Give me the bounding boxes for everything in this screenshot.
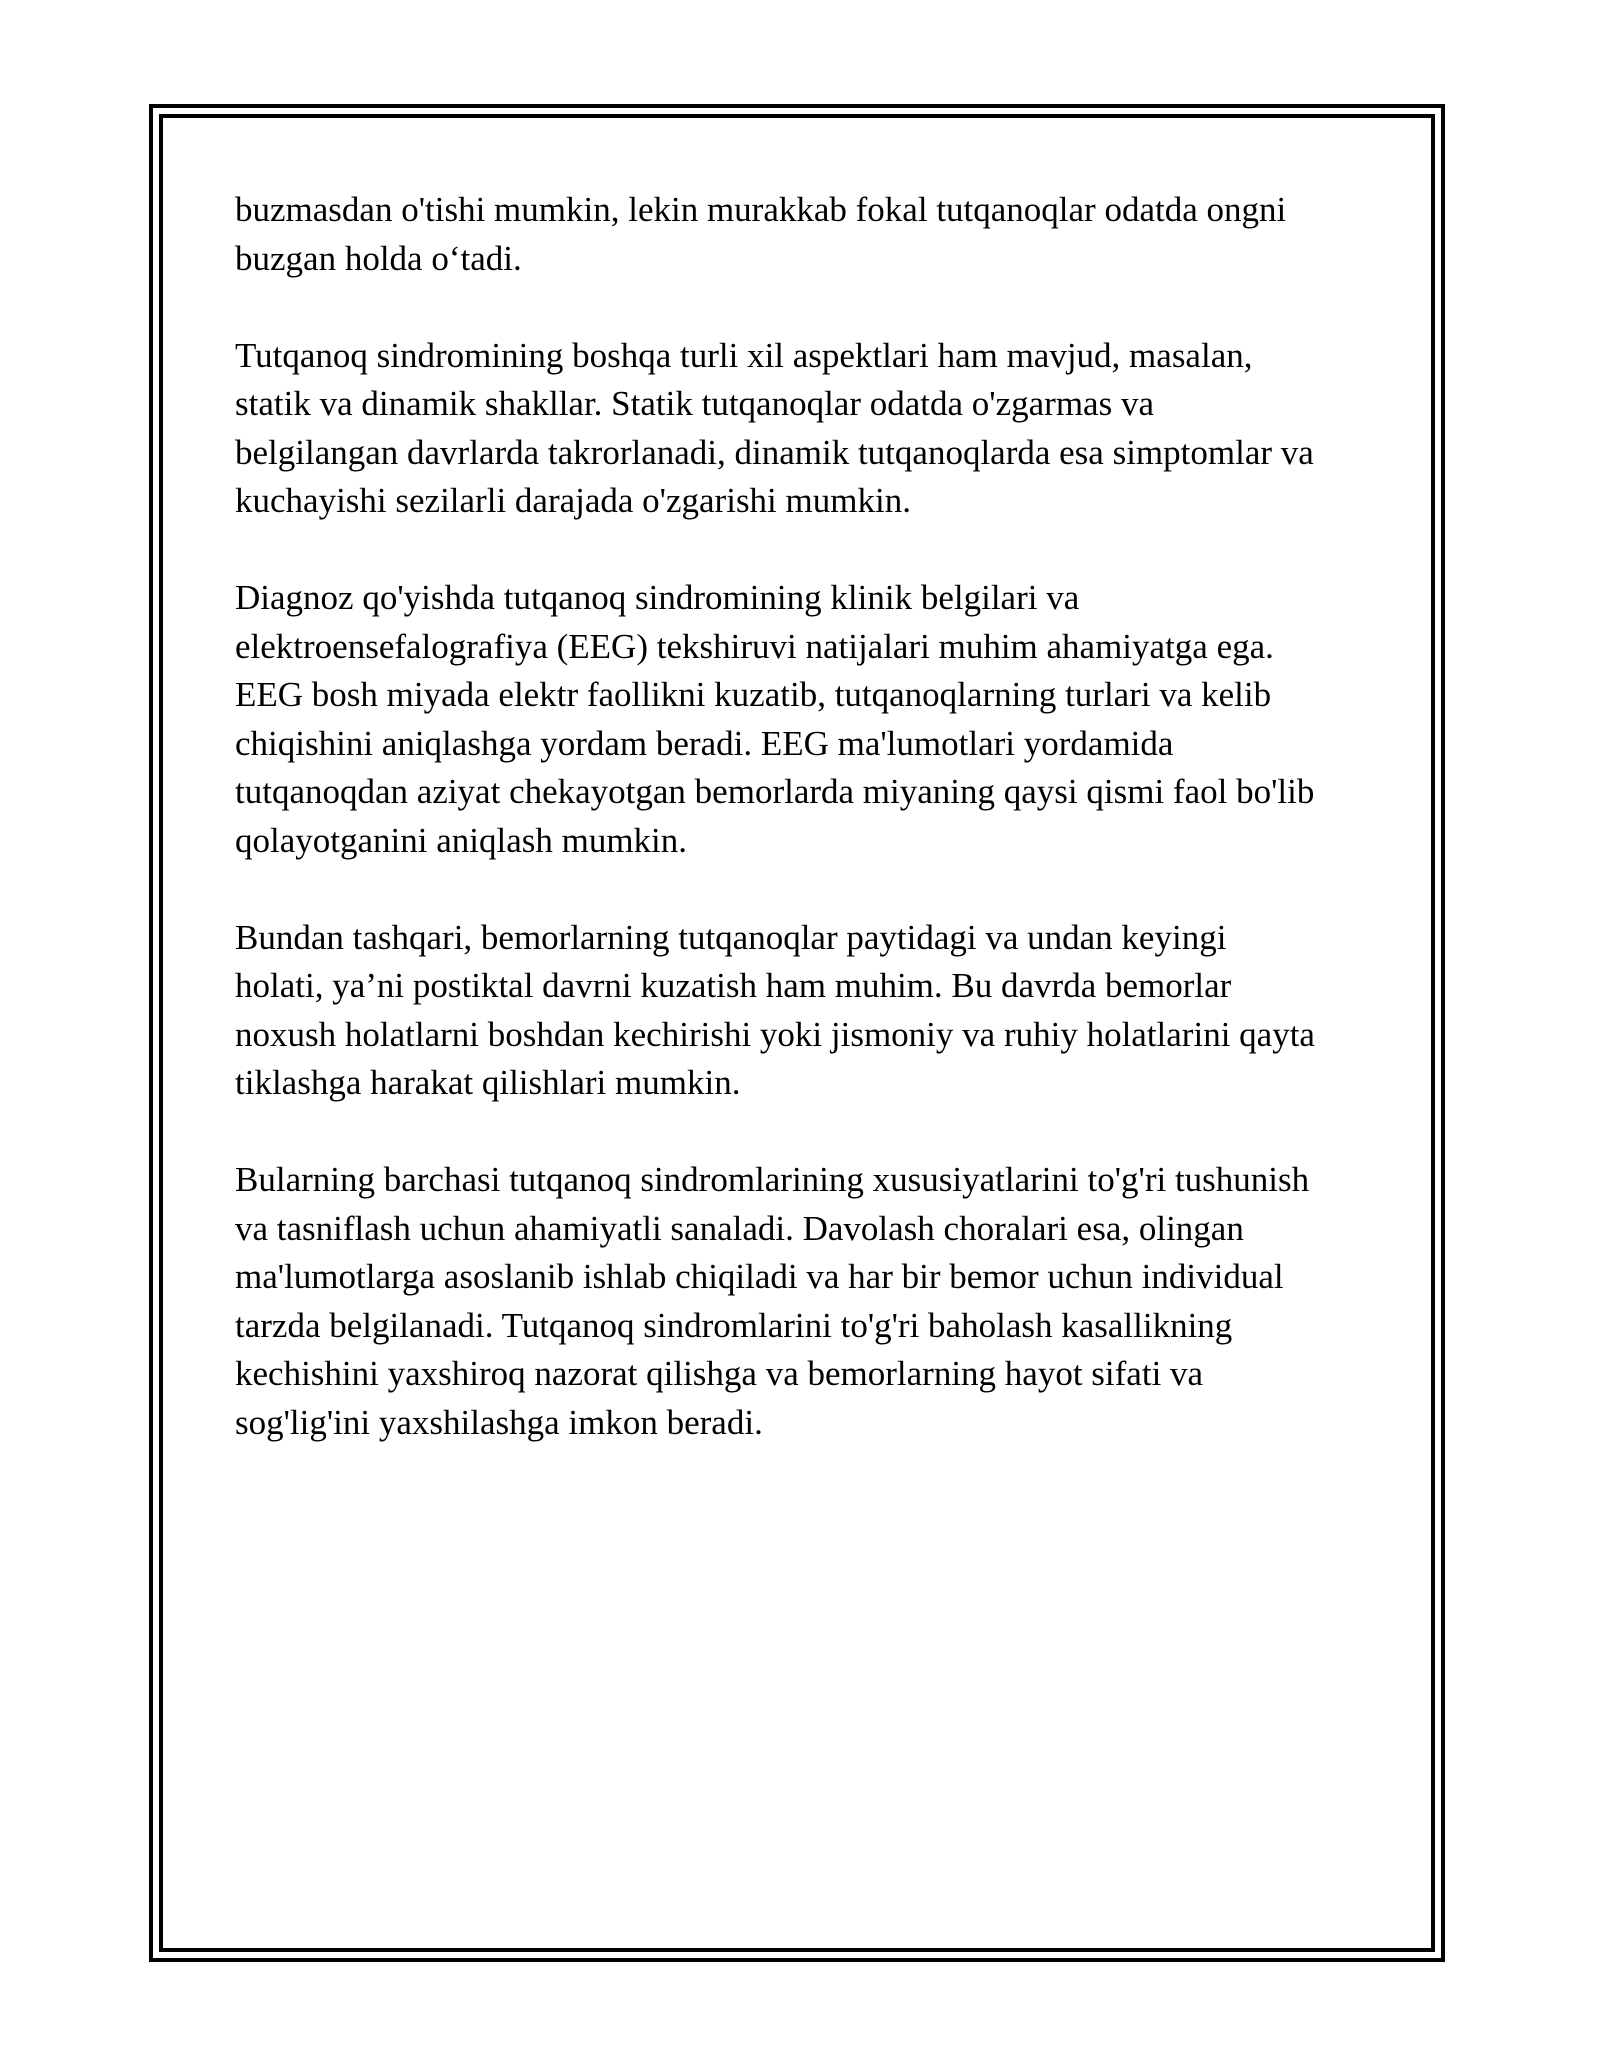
paragraph-5: Bularning barchasi tutqanoq sindromlarining xususiyatlarini to'g'ri tushunish va tasniflash uchun ahamiyatli sanaladi. Davolash choralari esa, olingan ma'lumotlarga asoslanib ishlab chiqiladi va har bir bemor uchun individual tarzda belgilanadi. Tutqanoq sindromlarini to'g'ri baholash kasallikning kechishini yaxshiroq nazorat qilishga va bemorlarning hayot sifati va sog'lig'ini yaxshilashga imkon beradi. bbox=[235, 1160, 1310, 1442]
paragraph-3: Diagnoz qo'yishda tutqanoq sindromining klinik belgilari va elektroensefalografiya (EEG) tekshiruvi natijalari muhim ahamiyatga ega. EEG bosh miyada elektr faollikni kuzatib, tutqanoqlarning turlari va kelib chiqishini aniqlashga yordam beradi. EEG ma'lumotlari yordamida tutqanoqdan aziyat chekayotgan bemorlarda miyaning qaysi qismi faol bo'lib qolayotganini aniqlash mumkin. bbox=[235, 578, 1315, 860]
paragraph-1: buzmasdan o'tishi mumkin, lekin murakkab fokal tutqanoqlar odatda ongni buzgan holda o‘tadi. bbox=[235, 190, 1287, 278]
paragraph-4: Bundan tashqari, bemorlarning tutqanoqlar paytidagi va undan keyingi holati, ya’ni postiktal davrni kuzatish ham muhim. Bu davrda bemorlar noxush holatlarni boshdan kechirishi yoki jismoniy va ruhiy holatlarini qayta tiklashga harakat qilishlari mumkin. bbox=[235, 917, 1315, 1102]
paragraph-2: Tutqanoq sindromining boshqa turli xil aspektlari ham mavjud, masalan, statik va dinamik shakllar. Statik tutqanoqlar odatda o'zgarmas va belgilangan davrlarda takrorlanadi, dinamik tutqanoqlarda esa simptomlar va kuchayishi sezilarli darajada o'zgarishi mumkin. bbox=[235, 335, 1314, 520]
document-body bbox=[235, 186, 1380, 1496]
